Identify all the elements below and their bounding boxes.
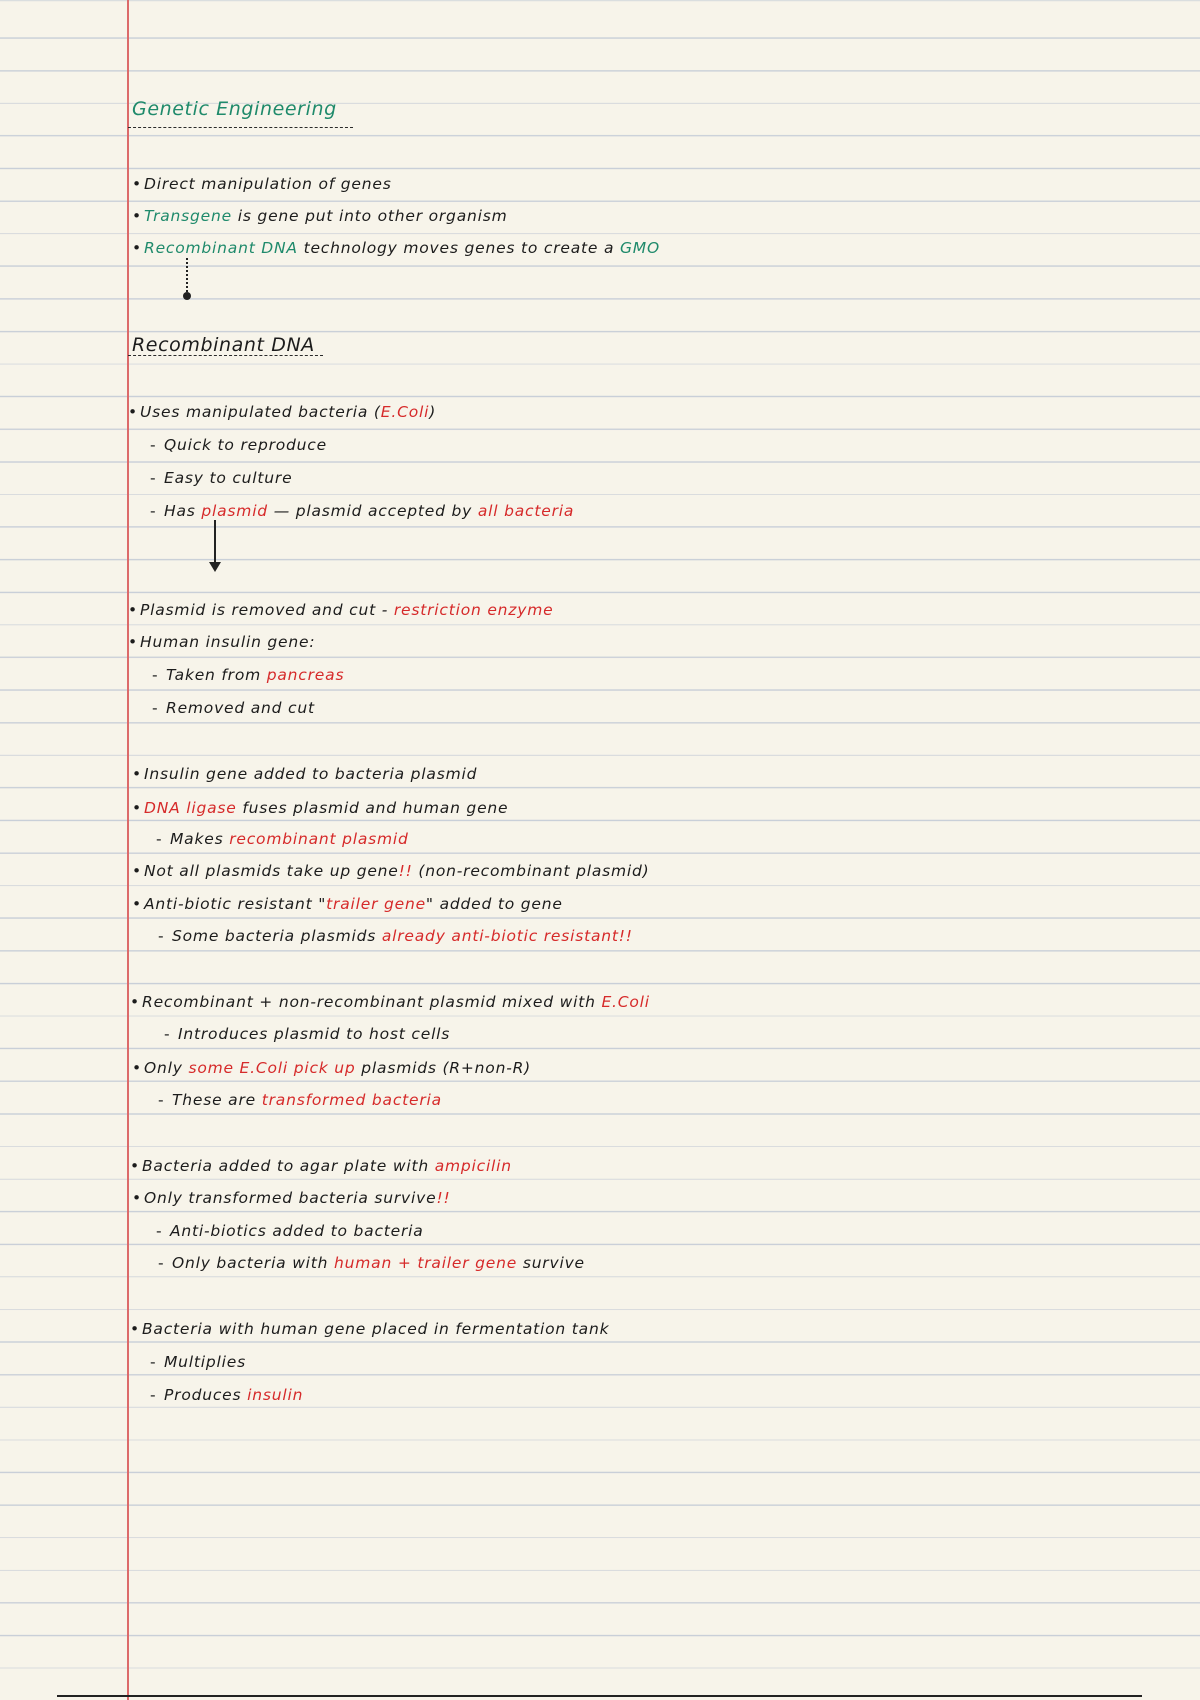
- highlight-term: Transgene: [144, 207, 232, 225]
- highlight-term: human + trailer gene: [334, 1254, 518, 1272]
- note-text: Direct manipulation of genes: [144, 175, 392, 193]
- sub-item: [150, 502, 574, 520]
- margin-line: [127, 0, 129, 1700]
- note-text: Anti-biotic resistant ": [144, 895, 327, 913]
- note-text: Introduces plasmid to host cells: [178, 1025, 451, 1043]
- note-text: plasmids (R+non-R): [361, 1059, 532, 1077]
- highlight-term: pancreas: [266, 666, 345, 684]
- note-text: is gene put into other organism: [237, 207, 508, 225]
- sub-item: [158, 1254, 585, 1272]
- note-text: Only bacteria with: [172, 1254, 329, 1272]
- bullet-dot: •: [132, 1189, 142, 1207]
- list-item: [132, 765, 477, 783]
- note-text: technology moves genes to create a: [303, 239, 615, 257]
- dash-marker: -: [158, 1091, 165, 1109]
- note-text: ): [429, 403, 437, 421]
- highlight-term: some E.Coli pick up: [188, 1059, 356, 1077]
- note-text: Anti-biotics added to bacteria: [170, 1222, 424, 1240]
- bullet-dot: •: [130, 993, 140, 1011]
- highlight-term: already anti-biotic resistant!!: [381, 927, 633, 945]
- bullet-dot: •: [132, 1059, 142, 1077]
- note-text: Removed and cut: [166, 699, 315, 717]
- bullet-dot: •: [132, 799, 142, 817]
- note-text: Quick to reproduce: [164, 436, 327, 454]
- sub-item: [150, 469, 292, 487]
- note-text: These are: [172, 1091, 256, 1109]
- note-text: Some bacteria plasmids: [172, 927, 377, 945]
- list-item: [130, 993, 650, 1011]
- sub-item: [156, 830, 409, 848]
- dash-marker: -: [158, 1254, 165, 1272]
- list-item: [132, 207, 508, 225]
- bullet-dot: •: [128, 601, 138, 619]
- list-item: [132, 862, 649, 880]
- page-bottom-rule: [57, 1695, 1142, 1697]
- bullet-dot: •: [128, 403, 138, 421]
- note-text: Easy to culture: [164, 469, 293, 487]
- highlight-term: transformed bacteria: [261, 1091, 442, 1109]
- note-text: Recombinant + non-recombinant plasmid mixed with: [142, 993, 596, 1011]
- dash-marker: -: [156, 1222, 163, 1240]
- highlight-term: recombinant plasmid: [229, 830, 409, 848]
- section-heading: [132, 334, 315, 356]
- note-text: " added to gene: [425, 895, 563, 913]
- list-item: [128, 403, 436, 421]
- dash-marker: -: [158, 927, 165, 945]
- sub-item: [164, 1025, 450, 1043]
- highlight-term: DNA ligase: [144, 799, 237, 817]
- sub-item: [152, 666, 344, 684]
- highlight-term: all bacteria: [477, 502, 575, 520]
- dash-marker: -: [152, 666, 159, 684]
- bullet-dot: •: [132, 862, 142, 880]
- page-title: [132, 98, 337, 120]
- dash-marker: -: [164, 1025, 171, 1043]
- bullet-dot: •: [130, 1320, 140, 1338]
- sub-item: [152, 699, 315, 717]
- dash-marker: -: [152, 699, 159, 717]
- note-text: Bacteria added to agar plate with: [142, 1157, 429, 1175]
- highlight-term: restriction enzyme: [393, 601, 554, 619]
- bullet-dot: •: [132, 765, 142, 783]
- note-text: Has: [164, 502, 196, 520]
- highlight-term: !!: [398, 862, 413, 880]
- note-text: Uses manipulated bacteria (: [140, 403, 381, 421]
- dash-marker: -: [150, 469, 157, 487]
- bullet-dot: •: [130, 1157, 140, 1175]
- bullet-dot: •: [128, 633, 138, 651]
- list-item: [132, 175, 392, 193]
- note-text: survive: [522, 1254, 585, 1272]
- title-underline: [128, 127, 353, 128]
- note-text: fuses plasmid and human gene: [242, 799, 509, 817]
- highlight-term: plasmid: [201, 502, 268, 520]
- note-text: Bacteria with human gene placed in fermentation tank: [142, 1320, 610, 1338]
- bullet-dot: •: [132, 175, 142, 193]
- highlight-term: GMO: [620, 239, 660, 257]
- highlight-term: !!: [436, 1189, 451, 1207]
- note-text: Only transformed bacteria survive: [144, 1189, 437, 1207]
- dash-marker: -: [150, 502, 157, 520]
- list-item: [132, 895, 563, 913]
- note-text: Makes: [170, 830, 224, 848]
- list-item: [132, 1059, 531, 1077]
- sub-item: [150, 1386, 303, 1404]
- note-text: Not all plasmids take up gene: [144, 862, 399, 880]
- highlight-term: insulin: [247, 1386, 304, 1404]
- note-text: Plasmid is removed and cut -: [140, 601, 389, 619]
- highlight-term: ampicilin: [434, 1157, 512, 1175]
- highlight-term: E.Coli: [380, 403, 430, 421]
- note-text: Multiplies: [164, 1353, 246, 1371]
- note-text: Insulin gene added to bacteria plasmid: [144, 765, 478, 783]
- list-item: [128, 601, 553, 619]
- list-item: [130, 1320, 609, 1338]
- dotted-arrow-down-icon: [186, 258, 188, 296]
- heading-underline: [128, 355, 323, 356]
- sub-item: [158, 927, 633, 945]
- note-text: (non-recombinant plasmid): [418, 862, 650, 880]
- dash-marker: -: [150, 436, 157, 454]
- list-item: [132, 239, 660, 257]
- highlight-term: E.Coli: [601, 993, 650, 1011]
- dash-marker: -: [150, 1386, 157, 1404]
- note-text: Produces: [164, 1386, 242, 1404]
- dash-marker: -: [156, 830, 163, 848]
- sub-item: [158, 1091, 442, 1109]
- note-text: — plasmid accepted by: [273, 502, 473, 520]
- list-item: [130, 1157, 512, 1175]
- arrow-down-icon: [214, 520, 216, 570]
- sub-item: [150, 436, 327, 454]
- list-item: [128, 633, 315, 651]
- highlight-term: trailer gene: [326, 895, 426, 913]
- note-text: Human insulin gene:: [140, 633, 316, 651]
- note-text: Only: [144, 1059, 183, 1077]
- page-title-text: Genetic Engineering: [132, 98, 337, 120]
- highlight-term: Recombinant DNA: [144, 239, 298, 257]
- bullet-dot: •: [132, 207, 142, 225]
- bullet-dot: •: [132, 239, 142, 257]
- list-item: [132, 799, 508, 817]
- section-heading-text: Recombinant DNA: [132, 334, 315, 356]
- sub-item: [150, 1353, 246, 1371]
- dash-marker: -: [150, 1353, 157, 1371]
- note-text: Taken from: [166, 666, 262, 684]
- list-item: [132, 1189, 450, 1207]
- sub-item: [156, 1222, 424, 1240]
- bullet-dot: •: [132, 895, 142, 913]
